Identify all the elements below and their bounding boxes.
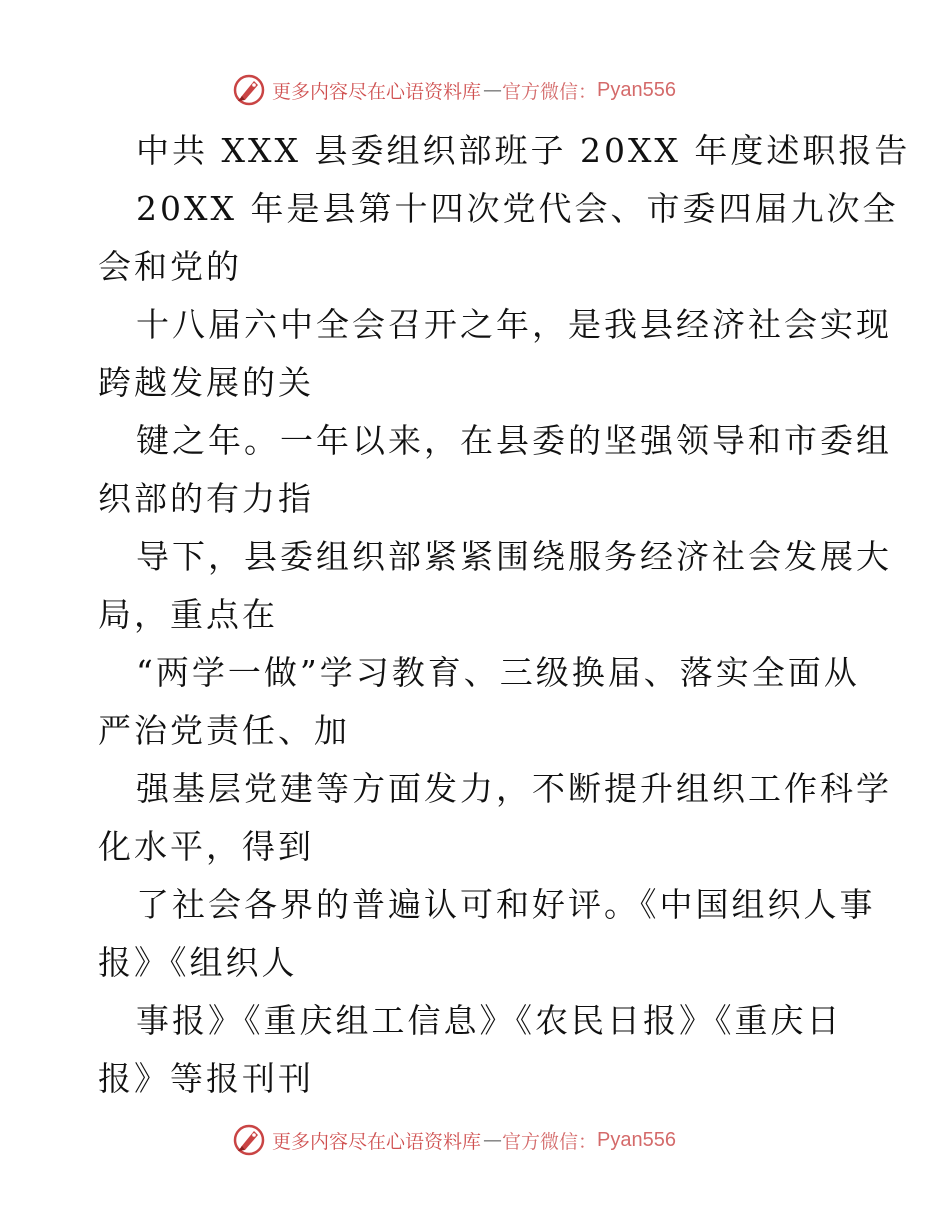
text-line: 了社会各界的普遍认可和好评。《中国组织人事 bbox=[136, 885, 876, 924]
banner-label: 官方微信： bbox=[502, 80, 598, 103]
text-line: 十八届六中全会召开之年，是我县经济社会实现 bbox=[136, 305, 892, 344]
banner-text: 更多内容尽在心语资料库 bbox=[272, 1130, 482, 1153]
text-line: 导下，县委组织部紧紧围绕服务经济社会发展大 bbox=[136, 537, 892, 576]
text-line: 键之年。一年以来，在县委的坚强领导和市委组 bbox=[136, 421, 892, 460]
banner-separator: — bbox=[483, 79, 501, 101]
banner-handle: Pyan556 bbox=[597, 1128, 676, 1151]
text-line: 严治党责任、加 bbox=[98, 711, 350, 750]
text-line: 强基层党建等方面发力，不断提升组织工作科学 bbox=[136, 769, 892, 808]
footer-banner bbox=[232, 1120, 752, 1160]
pen-nib-logo-icon bbox=[232, 73, 266, 107]
banner-handle: Pyan556 bbox=[597, 78, 676, 101]
text-line: 会和党的 bbox=[98, 247, 242, 286]
banner-text: 更多内容尽在心语资料库 bbox=[272, 80, 482, 103]
text-line: 局，重点在 bbox=[98, 595, 278, 634]
text-line: 报》等报刊刊 bbox=[98, 1059, 314, 1098]
document-title: 中共 XXX 县委组织部班子 20XX 年度述职报告 bbox=[136, 131, 911, 170]
text-line: 织部的有力指 bbox=[98, 479, 314, 518]
text-line: 报》《组织人 bbox=[98, 943, 298, 982]
document-body bbox=[98, 122, 911, 1108]
text-line: “两学一做”学习教育、三级换届、落实全面从 bbox=[136, 653, 860, 692]
text-line: 化水平，得到 bbox=[98, 827, 314, 866]
banner-separator: — bbox=[483, 1129, 501, 1151]
text-line: 事报》《重庆组工信息》《农民日报》《重庆日 bbox=[136, 1001, 843, 1040]
header-banner bbox=[232, 70, 752, 110]
text-line: 跨越发展的关 bbox=[98, 363, 314, 402]
banner-label: 官方微信： bbox=[502, 1130, 598, 1153]
text-line: 20XX 年是县第十四次党代会、市委四届九次全 bbox=[136, 189, 899, 228]
pen-nib-logo-icon bbox=[232, 1123, 266, 1157]
